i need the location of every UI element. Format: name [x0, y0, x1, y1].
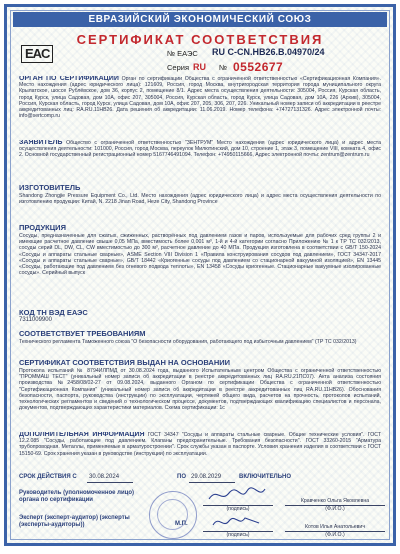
- head-signature-note: (подпись): [226, 506, 250, 512]
- hs-code-value: 7311009900: [19, 317, 52, 323]
- hs-code-label: КОД ТН ВЭД ЕАЭС: [19, 308, 88, 317]
- head-signature: [207, 485, 267, 505]
- expert-signature-note: (подпись): [226, 532, 250, 538]
- applicant-text: Общество с ограниченной ответственностью "ЗЕНТРУМ" Место нахождения (адрес юридического лица) и адрес места осуществления деятельности: 101000, Россия, город Москва, переулок Милютинский, дом 10, строение 1, этаж 3, помещение VIII, комната 4, офис 2. Основной государственный регистрационный номер 5167746491094. Телефон: +74950115666, Адрес электронной почты: zentrum@zentrum.ru: [19, 140, 381, 159]
- applicant-label: ЗАЯВИТЕЛЬ: [19, 140, 63, 146]
- series-number: 0552677: [233, 60, 284, 74]
- expert-name-note: (Ф.И.О.): [325, 532, 345, 538]
- series-label: Серия: [167, 63, 190, 72]
- eac-logo: EAC: [21, 45, 53, 63]
- head-name-note: (Ф.И.О.): [325, 506, 345, 512]
- series-number-mark: №: [219, 63, 228, 72]
- certificate-title: СЕРТИФИКАТ СООТВЕТСТВИЯ: [76, 32, 324, 47]
- manufacturer-label: ИЗГОТОВИТЕЛЬ: [19, 183, 81, 192]
- eaeu-banner: ЕВРАЗИЙСКИЙ ЭКОНОМИЧЕСКИЙ СОЮЗ: [13, 12, 387, 27]
- manufacturer-text: Shandong Zhongjie Pressure Equipment Co., Ltd. Место нахождения (адрес юридического лица) и адрес места осуществления деятельности по изготовлению продукции: Китай, N. 2218 Jinan Road, Heze City, Shandong Province: [19, 193, 381, 206]
- stamp-mark: М.П.: [175, 521, 188, 527]
- head-signature-label: Руководитель (уполномоченное лицо) органа по сертификации: [19, 490, 135, 503]
- basis-text: Протокола испытаний № 8794ИЛПМД от 30.08.2024 года, выданного Испытательным центром Общества с ограниченной ответственностью "ПРОММАШ ТЕСТ" (уникальный номер записи об аккредитации в реестре аккредитованных лиц RA.RU.21ПС07). Акта анализа состояния производства №2458/08/02-27 от 09.08.2024, выданного Органом по сертификации Общества с ограниченной ответственностью "Сертификационная Компания" (уникальный номер записи об аккредитации в реестре аккредитованных лиц RA.RU.11HB26). Обоснования безопасности, паспорта, руководства (инструкции) по эксплуатации, чертежей общего вида, расчетов на прочность, протоколов испытаний, технологических регламентов и сведений о технологическом процессе, документов, подтверждающих квалификацию специалистов и персонала, документов, подтверждающих характеристики материалов. Схема сертификации: 1с: [19, 368, 381, 412]
- valid-to-note: ВКЛЮЧИТЕЛЬНО: [239, 474, 292, 480]
- certificate-page: [4, 4, 396, 546]
- valid-from-value: 30.08.2024: [89, 474, 120, 480]
- certification-body-section: [19, 76, 381, 136]
- valid-from-underline: [87, 482, 133, 483]
- expert-signature-label: Эксперт (эксперт-аудитор) (эксперты (эксперты-аудиторы)): [19, 515, 130, 528]
- requirements-label: СООТВЕТСТВУЕТ ТРЕБОВАНИЯМ: [19, 329, 146, 338]
- series-code: RU: [193, 62, 206, 72]
- requirements-text: Технического регламента Таможенного союза "О безопасности оборудования, работающего под избыточным давлением" (ТР ТС 032/2013): [19, 339, 357, 345]
- head-name: Кравченко Ольга Яковлевна: [300, 498, 370, 504]
- product-label: ПРОДУКЦИЯ: [19, 223, 66, 232]
- valid-to-value: 29.08.2029: [191, 474, 222, 480]
- certification-body-text: Орган по сертификации Общества с ограниченной ответственностью «Сертификационная Компания». Место нахождения (адрес юридического лица): 121609, Россия, город Москва, внутригородская территория города муниципального округа Крылатское, шоссе Рублёвское, дом 36, корпус 2, помещение 8/1. Адрес места осуществления деятельности: 305004, Россия, Курская область, город Курск, улица Садовая, дом 10А, офис 207, 305004, Россия, Курская область, город Курск, улица Садовая, дом 10А, 226 (Архив), 305004, Россия, Курская область, город Курск, улица Садовая, дом 10А, офис 207, 205, 306, 207, 226. Уникальный номер записи об аккредитации в реестре аккредитованных лиц: RA.RU.11HB26. Дата решения об аккредитации: 11.06.2019. Номер телефона: +74727131326. Адрес электронной почты: info@sertcomp.ru: [19, 76, 381, 120]
- expert-name: Котов Илья Анатольевич: [304, 524, 366, 530]
- additional-info-section: [19, 432, 381, 470]
- basis-label: СЕРТИФИКАТ СООТВЕТСТВИЯ ВЫДАН НА ОСНОВАНИИ: [19, 358, 231, 367]
- additional-info-text: ГОСТ 34347 "Сосуды и аппараты стальные сварные. Общие технические условия". ГОСТ 12.2.085 "Сосуды, работающие под давлением. Клапаны предохранительные. Требования безопасности". ГОСТ 33260-2015 "Арматура трубопроводная. Металлы, применяемые в арматуростроении". Срок службы указан в паспорте. Условия хранения изделия в соответствии с ГОСТ 15150-69. Срок хранения указан в руководстве (инструкции) по эксплуатации.: [19, 432, 381, 457]
- expert-signature: [211, 513, 261, 531]
- registration-label: № ЕАЭС: [167, 49, 198, 58]
- product-text: Сосуды, предназначенные для сжатых, сжиженных, растворённых под давлением газов и паров, используемые для рабочих сред группы 2 и имеющие расчетное давление свыше 0,05 МПа, вместимость более 0,001 м³, 1-й и 4-й категории согласно Приложению № 1 к ТР ТС 032/2013, сосуды серий DL, DW, CL, CW вместимостью до 300 м³, расчетное давление до 40 МПа. Продукция изготовлена в соответствии с GB/T 150-2024 «Сосуды и аппараты стальные сварные», ASME Section VIII Division 1 «Правила конструирования сосудов под давлением», ГОСТ 34347-2017 «Сосуды и аппараты стальные сварные», GB/T 18442 «Криогенные сосуды под давлением со стационарной вакуумной изоляцией», EN 13445 «Сосуды, работающие под давлением без огневого подвода теплоты», EN 13458 «Сосуды криогенные. Стационарные вакуумные изолированные сосуды». Серийный выпуск: [19, 233, 381, 277]
- valid-from-label: СРОК ДЕЙСТВИЯ С: [19, 474, 77, 480]
- registration-number: RU C-CN.HB26.B.04970/24: [212, 47, 325, 57]
- applicant-section: [19, 140, 381, 178]
- certification-body-label: ОРГАН ПО СЕРТИФИКАЦИИ: [19, 76, 119, 82]
- valid-to-underline: [189, 482, 235, 483]
- seal-stamp: [149, 491, 197, 539]
- valid-to-label: ПО: [177, 474, 186, 480]
- additional-info-label: ДОПОЛНИТЕЛЬНАЯ ИНФОРМАЦИЯ: [19, 432, 145, 438]
